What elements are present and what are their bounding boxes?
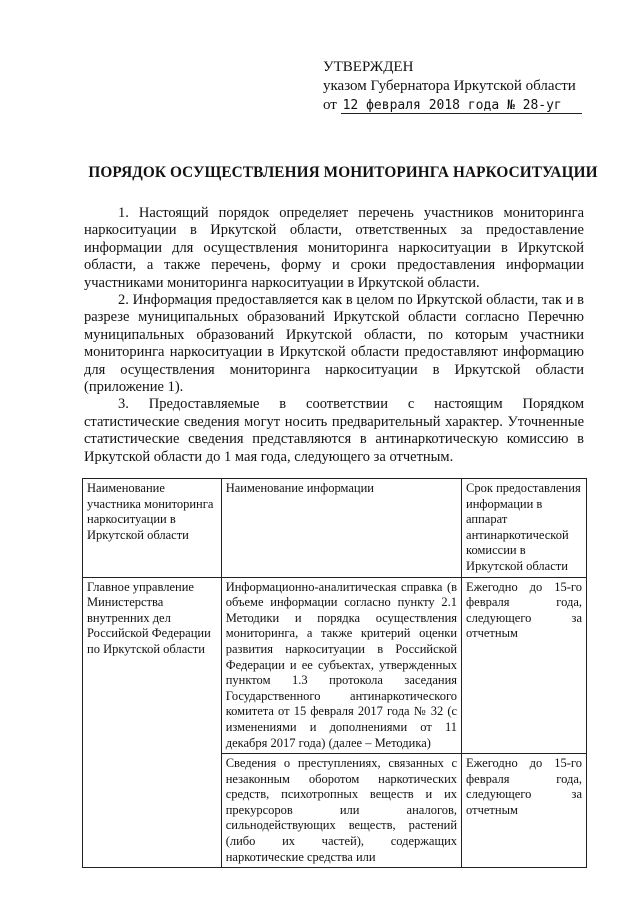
participant-cell: Главное управление Министерства внутренних дел Российской Федерации по Иркутской области xyxy=(83,577,222,868)
deadline-cell: Ежегодно до 15-го февраля года, следующего за отчетным xyxy=(462,577,587,754)
document-body xyxy=(84,205,584,466)
table-row xyxy=(83,577,587,754)
paragraph-2: 2. Информация предоставляется как в целом по Иркутской области, так и в разрезе муниципальных образований Иркутской области согласно Перечню муниципальных образований Иркутской области, по которым участники мониторинга наркоситуации в Иркутской области предоставляют информацию для осуществления мониторинга наркоситуации в Иркутской области (приложение 1). xyxy=(84,292,584,396)
approval-date-prefix: от xyxy=(323,97,337,113)
approval-authority: указом Губернатора Иркутской области xyxy=(323,78,576,94)
approval-heading: УТВЕРЖДЕН xyxy=(323,59,414,75)
information-cell: Сведения о преступлениях, связанных с незаконным оборотом наркотических средств, психотропных веществ и их прекурсоров или аналогов, сильнодействующих веществ, растений (либо их частей), содержащих наркотические средства или xyxy=(221,754,461,868)
deadline-cell: Ежегодно до 15-го февраля года, следующего за отчетным xyxy=(462,754,587,868)
monitoring-table xyxy=(82,478,587,868)
header-deadline: Срок предоставления информации в аппарат антинаркотической комиссии в Иркутской области xyxy=(462,479,587,578)
approval-date-value: 12 февраля 2018 года № 28-уг xyxy=(341,98,582,114)
approval-stamp xyxy=(323,58,623,115)
paragraph-3: 3. Предоставляемые в соответствии с настоящим Порядком статистические сведения могут носить предварительный характер. Уточненные статистические сведения представляются в антинаркотическую комиссию в Иркутской области до 1 мая года, следующего за отчетным. xyxy=(84,396,584,465)
header-information: Наименование информации xyxy=(221,479,461,578)
header-participant: Наименование участника мониторинга наркоситуации в Иркутской области xyxy=(83,479,222,578)
table-header-row xyxy=(83,479,587,578)
information-cell: Информационно-аналитическая справка (в объеме информации согласно пункту 2.1 Методики и порядка осуществления мониторинга, а также критерий оценки развития наркоситуации в Российской Федерации и ее субъектах, утвержденных пунктом 1.3 протокола заседания Государственного антинаркотического комитета от 15 февраля 2017 года № 32 (с изменениями и дополнениями от 11 декабря 2017 года) (далее – Методика) xyxy=(221,577,461,754)
approval-date-line xyxy=(323,96,623,115)
paragraph-1: 1. Настоящий порядок определяет перечень участников мониторинга наркоситуации в Иркутской области, ответственных за предоставление информации для осуществления мониторинга наркоситуации в Иркутской области, а также перечень, форму и сроки предоставления информации участниками мониторинга наркоситуации в Иркутской области. xyxy=(84,205,584,291)
document-title: ПОРЯДОК ОСУЩЕСТВЛЕНИЯ МОНИТОРИНГА НАРКОСИТУАЦИИ xyxy=(88,164,598,181)
